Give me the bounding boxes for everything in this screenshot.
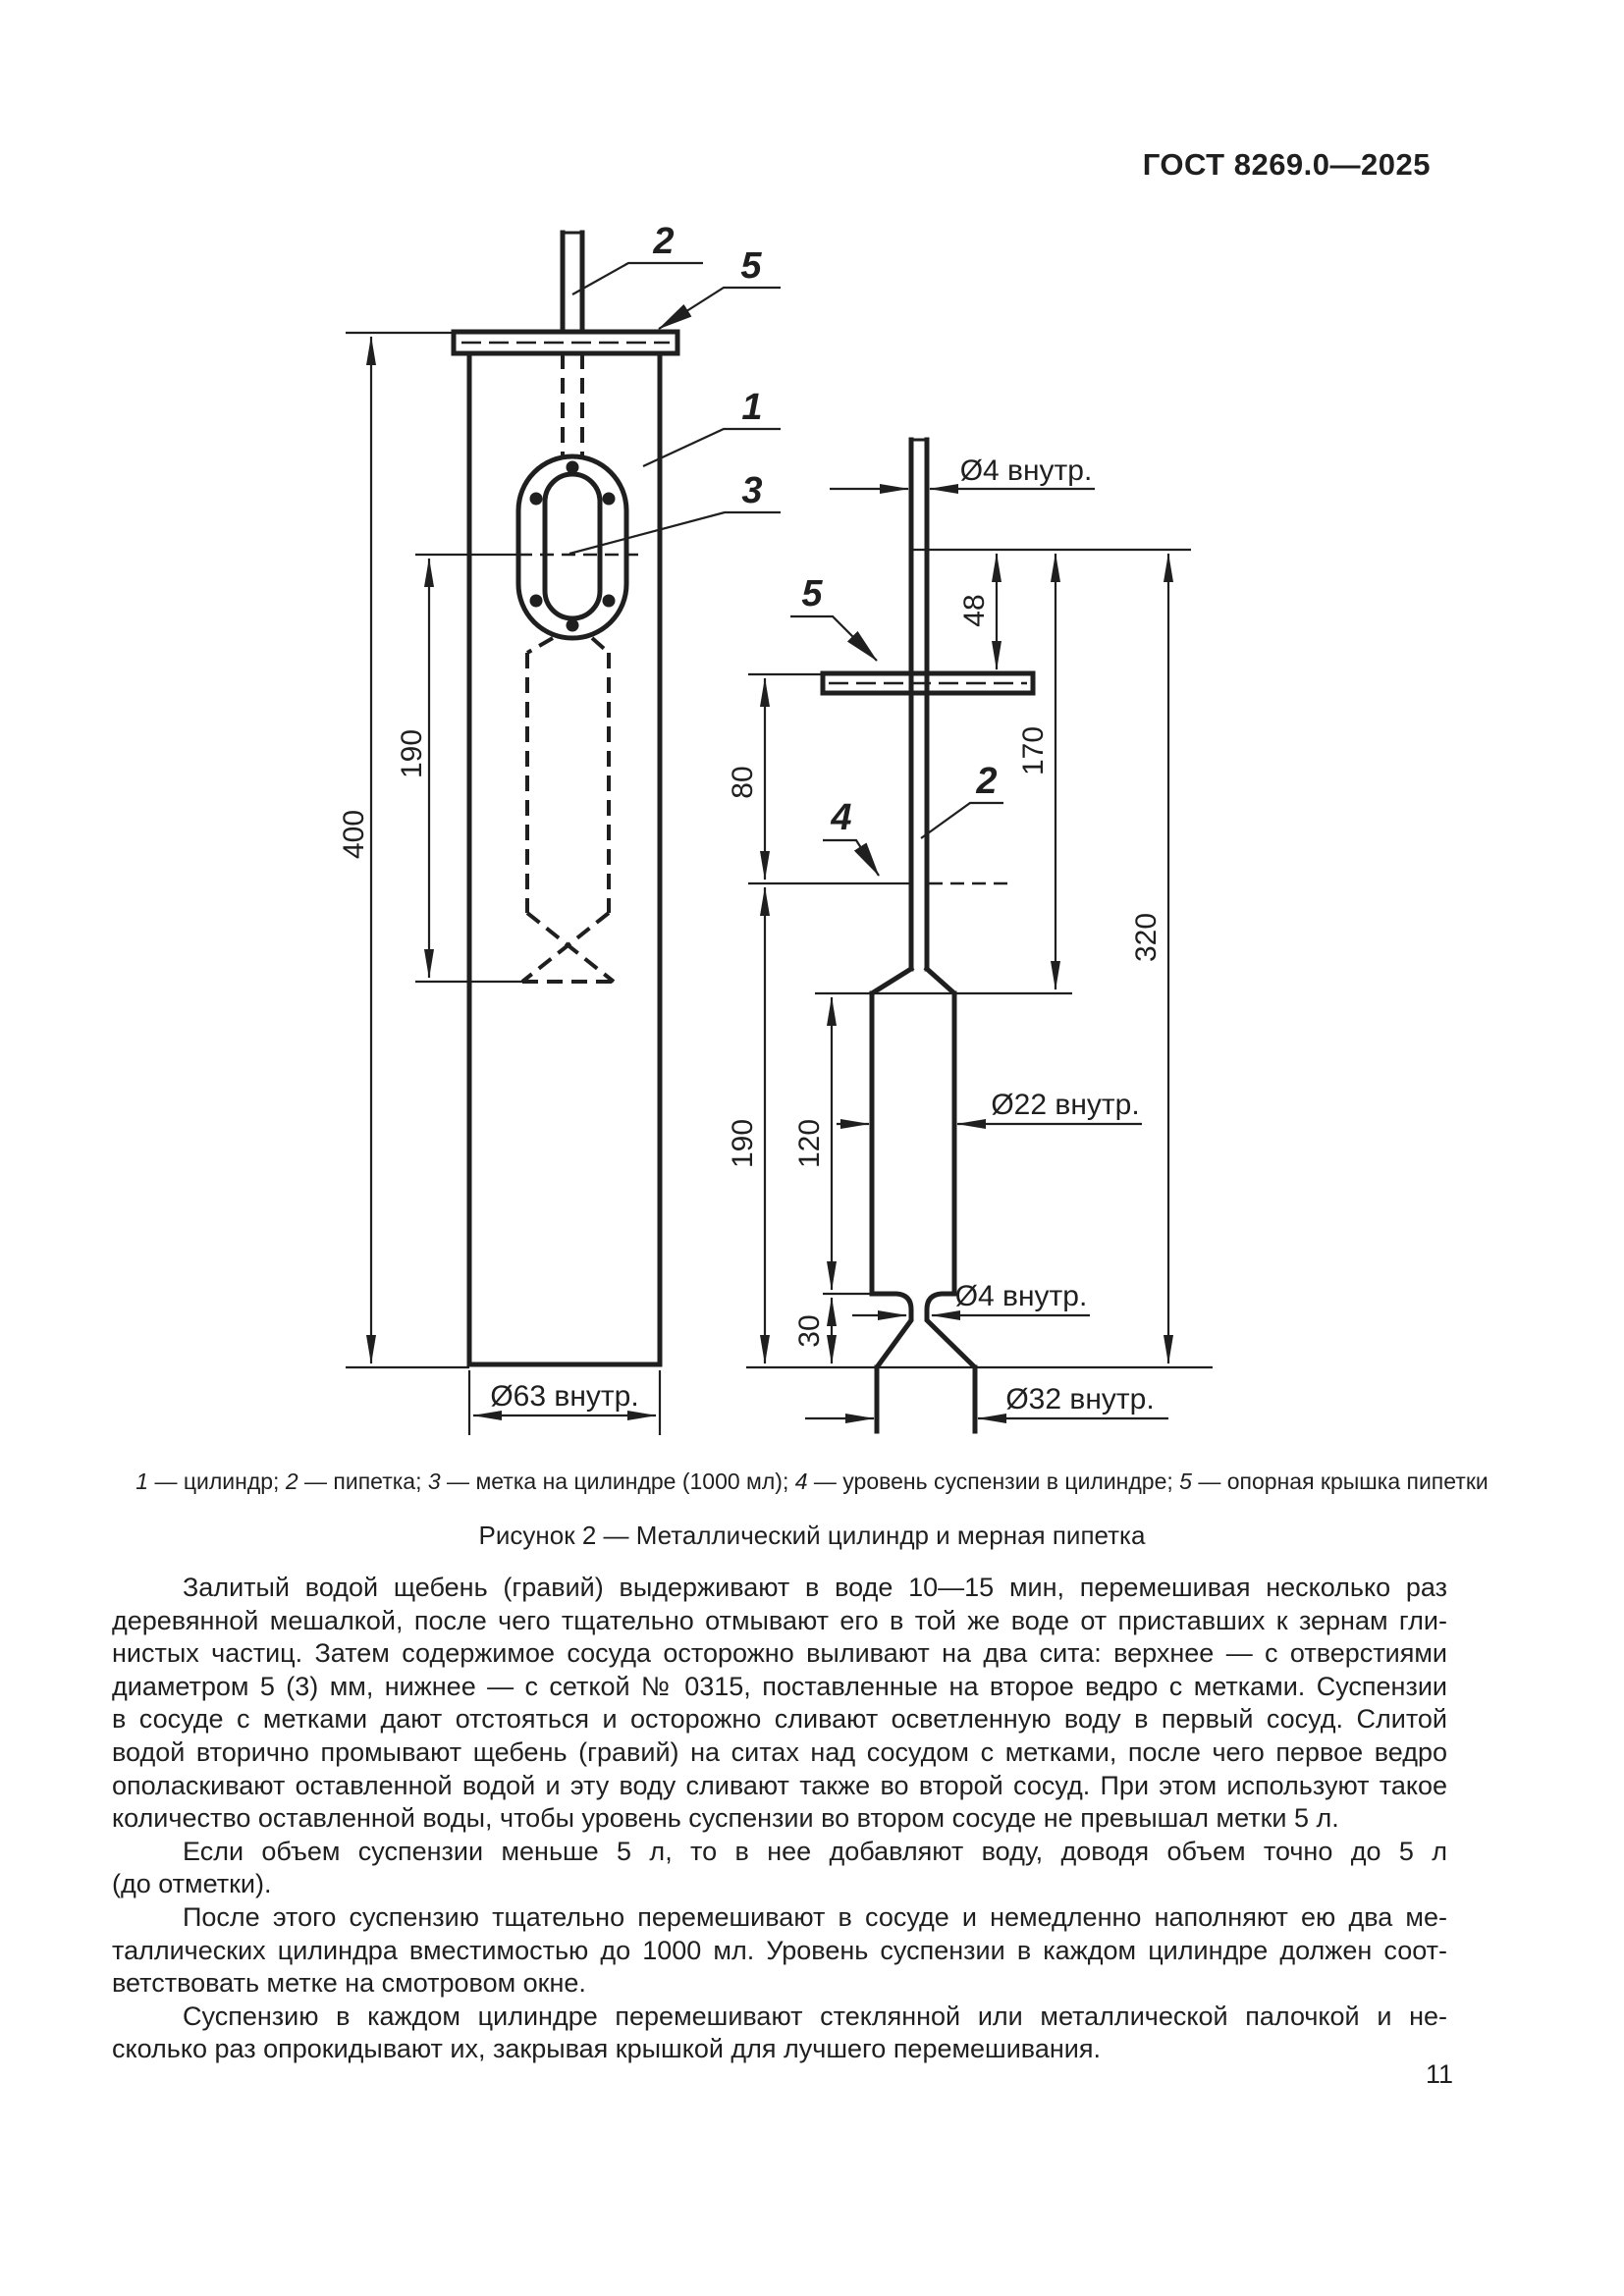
dim-190-left: 190 bbox=[396, 728, 428, 779]
pipette-tube-top bbox=[563, 233, 582, 332]
part-label-1: 1 bbox=[741, 387, 763, 428]
bolt-icon bbox=[567, 461, 579, 474]
cylinder-outline bbox=[469, 353, 660, 1364]
leader-5 bbox=[790, 616, 877, 661]
right-figure-pipette bbox=[727, 440, 1213, 1431]
leader-2 bbox=[921, 803, 1003, 838]
caption-part-number: 4 bbox=[794, 1468, 808, 1494]
dim-dia63: Ø63 внутр. bbox=[490, 1380, 639, 1413]
bolt-icon bbox=[603, 493, 616, 506]
body-line: Суспензию в каждом цилиндре перемешивают стеклянной или металлической палочкой и не- bbox=[183, 2001, 1447, 2031]
caption-part-number: 1 bbox=[135, 1468, 149, 1494]
body-line: деревянной мешалкой, после чего тщательно отмывают его в той же воде от приставших к зернам гли- bbox=[112, 1605, 1447, 1635]
part-label-2: 2 bbox=[976, 761, 998, 802]
body-line: После этого суспензию тщательно перемешивают в сосуде и немедленно наполняют ею два ме- bbox=[183, 1901, 1447, 1932]
leader-2 bbox=[572, 263, 703, 294]
inspection-window bbox=[518, 456, 626, 638]
dim-400: 400 bbox=[338, 809, 370, 860]
figure-caption: 1 — цилиндр; 2 — пипетка; 3 — метка на цилиндре (1000 мл); 4 — уровень суспензии в цилиндре; 5 — опорная крышка пипетки bbox=[135, 1468, 1489, 1494]
body-line: количество оставленной воды, чтобы уровень суспензии во втором сосуде не превышал метки 5 л. bbox=[112, 1803, 1339, 1834]
dim-120: 120 bbox=[793, 1118, 826, 1169]
dim-170: 170 bbox=[1017, 725, 1050, 776]
body-line: Если объем суспензии меньше 5 л, то в нее добавляют воду, доводя объем точно до 5 л bbox=[183, 1836, 1447, 1866]
body-line: ветствовать метке на смотровом окне. bbox=[112, 1968, 586, 1999]
left-figure-cylinder bbox=[338, 221, 781, 1435]
dim-80: 80 bbox=[727, 766, 759, 799]
dim-190-right: 190 bbox=[727, 1118, 759, 1169]
pipette-tube bbox=[911, 440, 927, 969]
hidden-pipette bbox=[522, 353, 617, 982]
body-line: водой вторично промывают щебень (гравий) на ситах над сосудом с метками, после чего первое ведро bbox=[112, 1736, 1447, 1767]
dim-dia22: Ø22 внутр. bbox=[991, 1089, 1140, 1121]
bolt-icon bbox=[603, 595, 616, 608]
dim-48: 48 bbox=[958, 594, 991, 627]
body-line: (до отметки). bbox=[112, 1869, 272, 1899]
bolt-icon bbox=[530, 493, 543, 506]
caption-part-number: 5 bbox=[1179, 1468, 1192, 1494]
pipette-shoulder bbox=[872, 969, 954, 993]
pipette-base bbox=[877, 1367, 975, 1431]
part-label-5: 5 bbox=[740, 245, 762, 287]
dim-dia4-neck: Ø4 внутр. bbox=[954, 1280, 1088, 1312]
body-line: ополаскивают оставленной водой и эту воду сливают также во второй сосуд. При этом используют такое bbox=[112, 1770, 1447, 1800]
body-line: Залитый водой щебень (гравий) выдерживают в воде 10—15 мин, перемешивая несколько раз bbox=[183, 1573, 1447, 1602]
page-number: 11 bbox=[1425, 2059, 1453, 2089]
bolt-icon bbox=[530, 595, 543, 608]
part-label-2: 2 bbox=[653, 221, 675, 262]
leader-4 bbox=[823, 840, 879, 876]
body-text bbox=[112, 1572, 1447, 2066]
dim-dia4-top: Ø4 внутр. bbox=[959, 454, 1093, 487]
body-line: нистых частиц. Затем содержимое сосуда осторожно выливают на два сита: верхнее — с отверстиями bbox=[112, 1638, 1447, 1669]
leader-1 bbox=[643, 429, 781, 466]
dim-320: 320 bbox=[1130, 912, 1163, 963]
body-line: таллических цилиндра вместимостью до 1000 мл. Уровень суспензии в каждом цилиндре должен соот- bbox=[112, 1935, 1447, 1965]
caption-part-number: 2 bbox=[285, 1468, 298, 1494]
leader-5 bbox=[659, 288, 781, 329]
body-line: диаметром 5 (3) мм, нижнее — с сеткой № 0315, поставленные на второе ведро с метками. Суспензии bbox=[112, 1671, 1447, 1701]
pipette-body bbox=[872, 993, 954, 1294]
dim-30: 30 bbox=[793, 1314, 826, 1348]
body-line: в сосуде с метками дают отстояться и осторожно сливают осветленную воду в первый сосуд. Слитой bbox=[112, 1704, 1447, 1735]
body-line: сколько раз опрокидывают их, закрывая крышкой для лучшего перемешивания. bbox=[112, 2034, 1101, 2064]
dim-dia32: Ø32 внутр. bbox=[1005, 1383, 1155, 1415]
figure-title: Рисунок 2 — Металлический цилиндр и мерная пипетка bbox=[478, 1521, 1146, 1550]
doc-code: ГОСТ 8269.0—2025 bbox=[1142, 147, 1431, 182]
caption-part-number: 3 bbox=[427, 1468, 441, 1494]
part-label-5: 5 bbox=[801, 573, 823, 614]
part-label-4: 4 bbox=[831, 797, 852, 838]
part-label-3: 3 bbox=[741, 470, 763, 511]
bolt-icon bbox=[567, 619, 579, 632]
